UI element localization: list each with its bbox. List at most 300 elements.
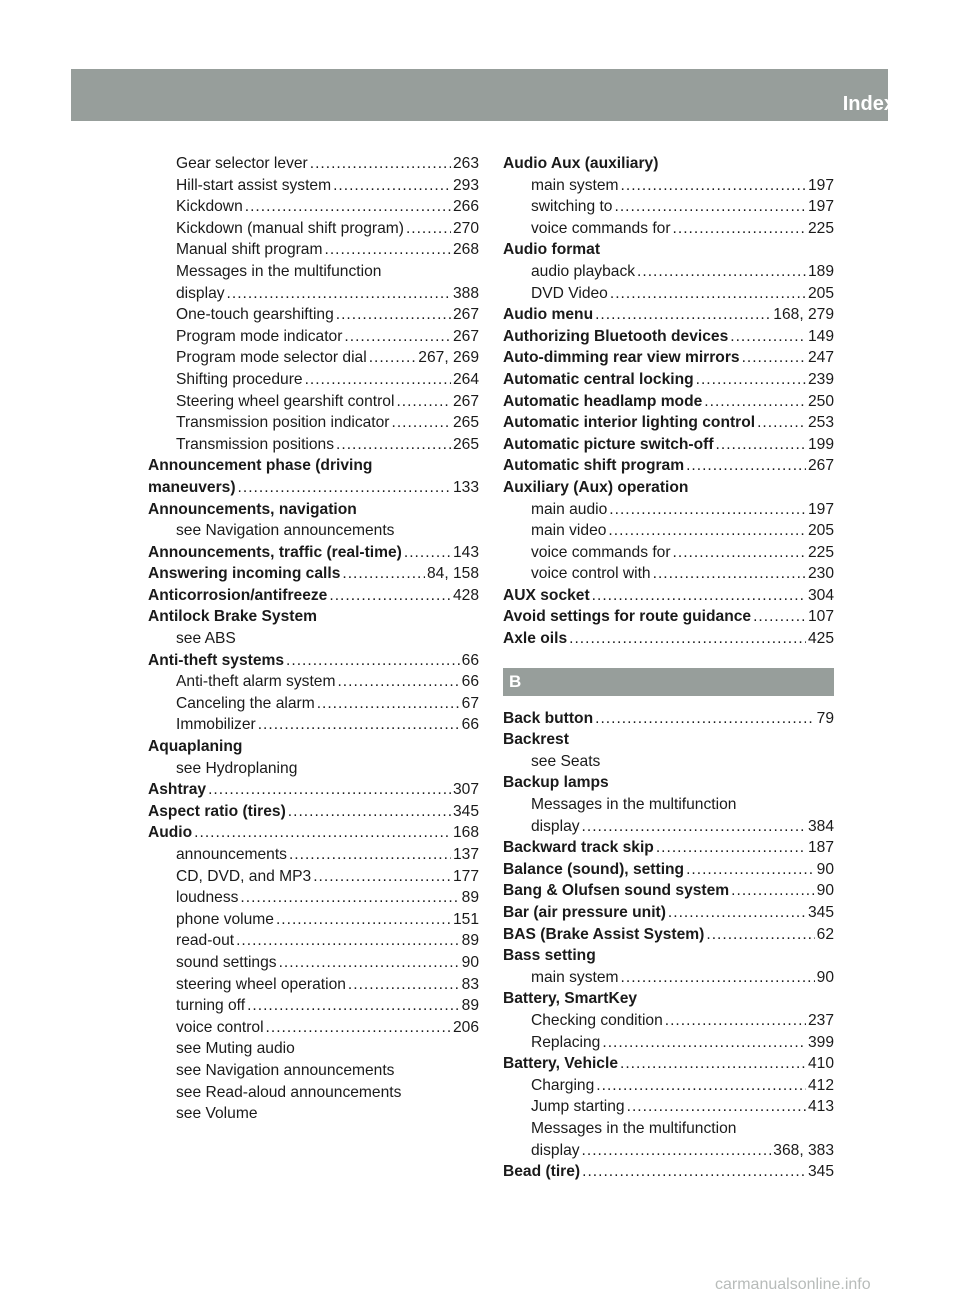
page-reference: 199 [807,435,834,453]
index-subentry [148,153,479,175]
index-subentry [148,714,479,736]
dot-leader [602,1032,806,1054]
page-reference: 253 [807,414,834,432]
page-reference: 90 [816,860,834,878]
dot-leader [686,859,815,881]
index-subentry [503,283,834,305]
entry-label: Aspect ratio (tires) [148,802,286,820]
page-reference: 79 [816,709,834,727]
index-letter-heading: B [503,668,834,696]
page-reference: 304 [807,586,834,604]
dot-leader [227,283,451,305]
dot-leader [716,434,806,456]
dot-leader [621,967,815,989]
index-subentry-text: see Navigation announcements [176,522,395,540]
page-reference: 137 [452,846,479,863]
index-entry [503,304,834,326]
entry-label: Backward track skip [503,839,654,857]
entry-label: Automatic shift program [503,457,685,475]
dot-leader [324,239,450,261]
dot-leader [240,887,459,909]
entry-label: Authorizing Bluetooth devices [503,327,729,345]
page-reference: 270 [452,219,479,237]
page-reference: 268 [452,241,479,259]
page-reference: 62 [816,925,834,943]
page-reference: 84, 158 [426,565,479,583]
index-subentry [148,909,479,931]
page-reference: 89 [461,932,479,950]
index-subentry [148,283,479,305]
index-heading: Backup lamps [503,774,609,792]
entry-label: Automatic central locking [503,370,694,388]
dot-leader [317,693,460,715]
index-subentry [148,391,479,413]
index-subentry-text: see Muting audio [176,1040,295,1058]
page-reference: 225 [807,219,834,237]
entry-label: announcements [176,846,287,863]
page-reference: 266 [452,198,479,216]
dot-leader [608,520,806,542]
entry-label: switching to [531,198,613,216]
page-reference: 107 [807,608,834,626]
index-column-left [148,153,479,1125]
entry-label: Automatic headlamp mode [503,392,703,410]
dot-leader [305,369,451,391]
page-reference: 225 [807,543,834,561]
dot-leader [276,909,451,931]
dot-leader [595,708,815,730]
dot-leader [653,563,806,585]
index-subentry [503,261,834,283]
index-entry [148,822,479,844]
index-subentry [148,1017,479,1039]
index-subentry [148,369,479,391]
index-subentry-text: see ABS [176,630,236,648]
entry-label: loudness [176,889,239,907]
dot-leader [673,218,806,240]
page-reference: 90 [461,953,479,971]
entry-label: One-touch gearshifting [176,306,334,324]
page-reference: 239 [807,370,834,388]
index-subentry [148,347,479,369]
entry-label: audio playback [531,262,636,280]
dot-leader [238,477,451,499]
dot-leader [665,1010,806,1032]
page-reference: 263 [452,155,479,172]
index-subentry [148,304,479,326]
page-reference: 388 [452,284,479,302]
page-reference: 368, 383 [773,1141,834,1159]
entry-label: Avoid settings for route guidance [503,608,752,626]
index-subentry [148,218,479,240]
index-entry [148,563,479,585]
page-reference: 250 [807,392,834,410]
entry-label: Immobilizer [176,716,256,734]
index-heading: Battery, SmartKey [503,990,638,1008]
index-subentry [148,887,479,909]
entry-label: main audio [531,500,608,518]
index-subentry [148,952,479,974]
index-subentry [148,196,479,218]
dot-leader [592,585,806,607]
index-entry [503,369,834,391]
index-entry [503,902,834,924]
entry-label: Bang & Olufsen sound system [503,882,730,900]
page-reference: 267 [452,306,479,324]
dot-leader [673,542,806,564]
dot-leader [696,369,806,391]
page-reference: 413 [807,1098,834,1116]
entry-label: Back button [503,709,594,727]
entry-label: Transmission positions [176,435,335,453]
dot-leader [245,196,451,218]
dot-leader [342,563,425,585]
index-subentry [503,1096,834,1118]
index-subentry [503,218,834,240]
page-reference: 237 [807,1011,834,1029]
index-subentry-text: see Navigation announcements [176,1061,395,1079]
page-reference: 410 [807,1055,834,1073]
entry-label: Replacing [531,1033,601,1051]
entry-label: Axle oils [503,630,568,648]
page-reference: 89 [461,997,479,1015]
entry-label: DVD Video [531,284,608,302]
entry-label: Hill-start assist system [176,176,332,194]
dot-leader [236,930,460,952]
index-entry [503,434,834,456]
index-subentry [503,1032,834,1054]
dot-leader [266,1017,451,1039]
entry-label: voice commands for [531,219,671,237]
page-reference: 384 [807,817,834,835]
index-heading: Audio format [503,241,601,259]
section-title: Index [842,93,895,115]
index-subentry [503,542,834,564]
entry-label: Ashtray [148,781,207,799]
index-subentry [148,930,479,952]
dot-leader [247,995,460,1017]
index-subentry [148,995,479,1017]
index-entry [148,779,479,801]
index-heading: Announcements, navigation [148,500,357,518]
dot-leader [596,1075,806,1097]
index-heading: Antilock Brake System [148,608,318,626]
dot-leader [194,822,451,844]
dot-leader [286,650,460,672]
entry-label: Battery, Vehicle [503,1055,618,1073]
page-reference: 265 [452,414,479,432]
dot-leader [348,974,460,996]
page-reference: 168, 279 [773,306,834,324]
page-reference: 345 [807,1163,834,1181]
entry-label: Anti-theft alarm system [176,673,336,691]
page-reference: 189 [807,262,834,280]
entry-label: BAS (Brake Assist System) [503,925,705,943]
entry-label: Checking condition [531,1011,663,1029]
index-heading: Audio Aux (auxiliary) [503,155,659,172]
page-reference: 197 [807,198,834,216]
entry-label: Announcements, traffic (real-time) [148,543,402,561]
page-number: 5 [927,95,937,112]
dot-leader [582,1161,806,1183]
index-entry [503,1053,834,1075]
entry-label: display [531,1141,580,1159]
dot-leader [621,175,806,197]
index-entry [503,924,834,946]
dot-leader [686,455,806,477]
page-reference: 264 [452,370,479,388]
entry-label: Audio [148,824,193,842]
index-subentry [148,326,479,348]
dot-leader [310,153,451,175]
dot-leader [337,671,459,693]
page-reference: 345 [452,802,479,820]
index-subentry [148,671,479,693]
dot-leader [344,326,451,348]
page-reference: 143 [452,543,479,561]
dot-leader [208,779,451,801]
index-subentry [148,412,479,434]
page-reference: 66 [461,673,479,691]
index-subentry [148,693,479,715]
page-reference: 67 [461,694,479,712]
page-reference: 197 [807,500,834,518]
index-entry [503,708,834,730]
entry-label: display [531,817,580,835]
dot-leader [757,412,806,434]
entry-label: Kickdown (manual shift program) [176,219,404,237]
dot-leader [668,902,806,924]
entry-label: steering wheel operation [176,975,346,993]
entry-label: Automatic interior lighting control [503,414,756,432]
entry-label: Jump starting [531,1098,625,1116]
index-subentry [503,563,834,585]
page-reference: 89 [461,889,479,907]
page-reference: 247 [807,349,834,367]
entry-label: maneuvers) [148,478,236,496]
dot-leader [609,499,806,521]
page-reference: 267 [452,327,479,345]
index-subentry [503,967,834,989]
dot-leader [396,391,451,413]
entry-label: voice control [176,1018,264,1036]
index-entry [503,1161,834,1183]
page-reference: 206 [452,1018,479,1036]
index-subentry-text: see Hydroplaning [176,759,298,777]
index-subentry [148,175,479,197]
index-subentry [503,1075,834,1097]
index-entry [148,801,479,823]
dot-leader [610,283,806,305]
index-entry [503,837,834,859]
entry-label: Kickdown [176,198,243,216]
page-reference: 149 [807,327,834,345]
entry-label: main system [531,176,619,194]
dot-leader [582,1140,772,1162]
index-subentry-text: see Volume [176,1105,258,1123]
entry-label: Transmission position indicator [176,414,390,432]
entry-label: display [176,284,225,302]
entry-label: Automatic picture switch-off [503,435,714,453]
dot-leader [333,175,451,197]
index-subentry-text: Messages in the multifunction [176,262,382,280]
dot-leader [279,952,460,974]
index-subentry [148,239,479,261]
entry-label: main video [531,522,607,540]
index-subentry [148,844,479,866]
entry-label: turning off [176,997,246,1015]
index-heading: Announcement phase (driving [148,457,373,475]
entry-label: Anti-theft systems [148,651,285,669]
dot-leader [289,844,451,866]
page-reference: 187 [807,839,834,857]
page-reference: 168 [452,824,479,842]
entry-label: Answering incoming calls [148,565,341,583]
page-reference: 267 [807,457,834,475]
page-reference: 205 [807,284,834,302]
watermark-url: carmanualsonline.info [715,1276,871,1293]
page-reference: 151 [452,910,479,928]
page-reference: 425 [807,630,834,648]
entry-label: Program mode indicator [176,327,343,345]
page-reference: 428 [452,586,479,604]
index-subentry [503,1010,834,1032]
page-reference: 66 [461,716,479,734]
dot-leader [404,542,451,564]
entry-label: Canceling the alarm [176,694,315,712]
entry-label: Auto-dimming rear view mirrors [503,349,740,367]
index-subentry [503,816,834,838]
entry-label: voice control with [531,565,651,583]
page-header-bar [71,69,937,121]
page-reference: 133 [452,478,479,496]
index-heading: Backrest [503,731,569,749]
index-subentry [148,866,479,888]
page-reference: 307 [452,781,479,799]
index-entry [148,477,479,499]
page-reference: 399 [807,1033,834,1051]
dot-leader [704,391,806,413]
page-reference: 66 [461,651,479,669]
dot-leader [369,347,417,369]
index-entry [503,585,834,607]
entry-label: Charging [531,1076,595,1094]
entry-label: Bead (tire) [503,1163,581,1181]
index-subentry-text: Messages in the multifunction [531,1119,737,1137]
entry-label: Balance (sound), setting [503,860,685,878]
page-reference: 197 [807,176,834,194]
index-entry [503,880,834,902]
dot-leader [569,628,806,650]
dot-leader [627,1096,806,1118]
entry-label: CD, DVD, and MP3 [176,867,312,885]
dot-leader [582,816,806,838]
dot-leader [392,412,451,434]
dot-leader [656,837,806,859]
index-subentry-text: Messages in the multifunction [531,796,737,814]
index-subentry [503,499,834,521]
index-subentry [503,1140,834,1162]
dot-leader [313,866,451,888]
index-subentry [503,175,834,197]
dot-leader [336,434,451,456]
index-column-right [503,153,834,1183]
index-subentry [148,974,479,996]
dot-leader [329,585,451,607]
index-entry [503,628,834,650]
page-reference: 83 [461,975,479,993]
dot-leader [406,218,451,240]
index-heading: Auxiliary (Aux) operation [503,478,689,496]
index-entry [148,542,479,564]
dot-leader [753,606,806,628]
dot-leader [336,304,451,326]
page-reference: 345 [807,904,834,921]
page-reference: 267, 269 [418,349,479,367]
dot-leader [258,714,460,736]
index-subentry [503,196,834,218]
entry-label: Audio menu [503,306,594,324]
page-reference: 265 [452,435,479,453]
page-reference: 267 [452,392,479,410]
index-entry [148,585,479,607]
entry-label: Program mode selector dial [176,349,367,367]
dot-leader [288,801,451,823]
entry-label: Steering wheel gearshift control [176,392,395,410]
index-entry [503,455,834,477]
index-subentry-text: see Seats [531,752,601,770]
entry-label: sound settings [176,953,277,971]
entry-label: Manual shift program [176,241,323,259]
page-reference: 230 [807,565,834,583]
entry-label: Anticorrosion/antifreeze [148,586,328,604]
entry-label: voice commands for [531,543,671,561]
page-reference: 293 [452,176,479,194]
entry-label: AUX socket [503,586,590,604]
dot-leader [637,261,806,283]
entry-label: Shifting procedure [176,370,303,388]
index-subentry [503,520,834,542]
page-reference: 90 [816,968,834,986]
index-entry [503,326,834,348]
dot-leader [614,196,805,218]
dot-leader [620,1053,806,1075]
dot-leader [742,347,806,369]
entry-label: phone volume [176,910,274,928]
index-entry [503,606,834,628]
page-reference: 205 [807,522,834,540]
page-reference: 177 [452,867,479,885]
page-reference: 90 [816,882,834,900]
dot-leader [595,304,771,326]
entry-label: Gear selector lever [176,155,308,172]
index-heading: Aquaplaning [148,738,243,756]
index-entry [148,650,479,672]
index-subentry-text: see Read-aloud announcements [176,1083,402,1101]
entry-label: main system [531,968,619,986]
entry-label: Bar (air pressure unit) [503,904,666,921]
dot-leader [730,326,806,348]
index-entry [503,391,834,413]
index-heading: Bass setting [503,947,596,965]
dot-leader [731,880,814,902]
index-entry [503,412,834,434]
page-reference: 412 [807,1076,834,1094]
index-entry [503,859,834,881]
index-subentry [148,434,479,456]
index-entry [503,347,834,369]
dot-leader [706,924,814,946]
